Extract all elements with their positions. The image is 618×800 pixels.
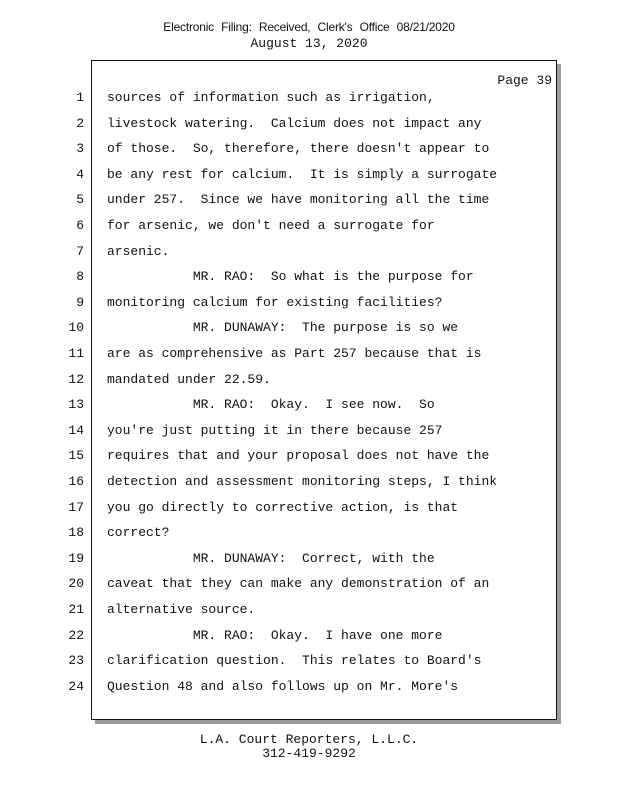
transcript-line [0, 551, 560, 577]
footer-phone: 312-419-9292 [262, 746, 356, 761]
line-number: 10 [68, 320, 84, 336]
line-number: 6 [76, 218, 84, 233]
line-number: 9 [76, 294, 84, 310]
transcript-line [0, 397, 560, 423]
line-number: 20 [68, 576, 84, 592]
transcript-line [0, 653, 560, 679]
transcript-line [0, 525, 560, 551]
transcript-line [0, 423, 560, 449]
line-text: for arsenic, we don't need a surrogate for [107, 218, 435, 233]
filing-stamp: Electronic Filing: Received, Clerk's Office 08/21/2020 [163, 20, 455, 34]
line-text: Question 48 and also follows up on Mr. More's [107, 678, 459, 694]
line-number: 22 [68, 627, 84, 643]
transcript-line [0, 628, 560, 654]
line-number: 11 [68, 346, 84, 361]
line-number: 3 [76, 141, 84, 157]
transcript-line [0, 295, 560, 321]
line-number: 21 [68, 602, 84, 617]
transcript-line [0, 167, 560, 193]
page-number: Page 39 [497, 73, 552, 88]
line-number: 23 [68, 653, 84, 669]
line-text: of those. So, therefore, there doesn't appear to [107, 141, 490, 157]
line-text: requires that and your proposal does not have the [107, 448, 490, 464]
transcript-line [0, 192, 560, 218]
line-number: 18 [68, 525, 84, 541]
transcript-line [0, 448, 560, 474]
transcript-line [0, 576, 560, 602]
transcript-line [0, 116, 560, 142]
line-text: sources of information such as irrigation, [107, 90, 435, 105]
line-text: detection and assessment monitoring steps, I think [107, 474, 498, 489]
line-number: 2 [76, 115, 84, 131]
line-number: 17 [68, 499, 84, 515]
transcript-line [0, 218, 560, 244]
transcript-line [0, 679, 560, 705]
line-text: MR. RAO: Okay. I have one more [107, 627, 443, 643]
transcript-line [0, 141, 560, 167]
line-number: 24 [68, 678, 84, 694]
line-text: clarification question. This relates to Board's [107, 653, 482, 669]
transcript-line [0, 346, 560, 372]
transcript-line [0, 372, 560, 398]
line-number: 15 [68, 448, 84, 464]
line-text: mandated under 22.59. [107, 371, 271, 387]
line-text: MR. DUNAWAY: Correct, with the [107, 550, 435, 566]
line-text: under 257. Since we have monitoring all the time [107, 192, 490, 208]
line-text: caveat that they can make any demonstration of an [107, 576, 490, 592]
line-number: 14 [68, 422, 84, 438]
line-text: MR. DUNAWAY: The purpose is so we [107, 320, 459, 336]
line-number: 4 [76, 166, 84, 182]
line-text: MR. RAO: So what is the purpose for [107, 269, 474, 285]
line-number: 12 [68, 371, 84, 387]
line-number: 7 [76, 243, 84, 259]
line-text: alternative source. [107, 602, 256, 617]
transcript-date: August 13, 2020 [250, 36, 368, 51]
line-text: livestock watering. Calcium does not impact any [107, 115, 482, 131]
transcript-line [0, 320, 560, 346]
line-number: 19 [68, 550, 84, 566]
line-text: arsenic. [107, 243, 170, 259]
transcript-line [0, 90, 560, 116]
line-number: 13 [68, 397, 84, 413]
line-text: you're just putting it in there because 257 [107, 422, 443, 438]
line-number: 16 [68, 474, 84, 489]
transcript-line [0, 602, 560, 628]
transcript-line [0, 269, 560, 295]
line-text: are as comprehensive as Part 257 because that is [107, 346, 482, 361]
line-text: correct? [107, 525, 170, 541]
line-text: MR. RAO: Okay. I see now. So [107, 397, 435, 413]
line-text: be any rest for calcium. It is simply a surrogate [107, 166, 498, 182]
line-number: 8 [76, 269, 84, 285]
line-number: 5 [76, 192, 84, 208]
line-number: 1 [76, 90, 84, 105]
transcript-line [0, 244, 560, 270]
transcript-line [0, 500, 560, 526]
line-text: monitoring calcium for existing facilities? [107, 294, 443, 310]
footer-company: L.A. Court Reporters, L.L.C. [199, 732, 419, 747]
transcript-line [0, 474, 560, 500]
line-text: you go directly to corrective action, is that [107, 499, 459, 515]
